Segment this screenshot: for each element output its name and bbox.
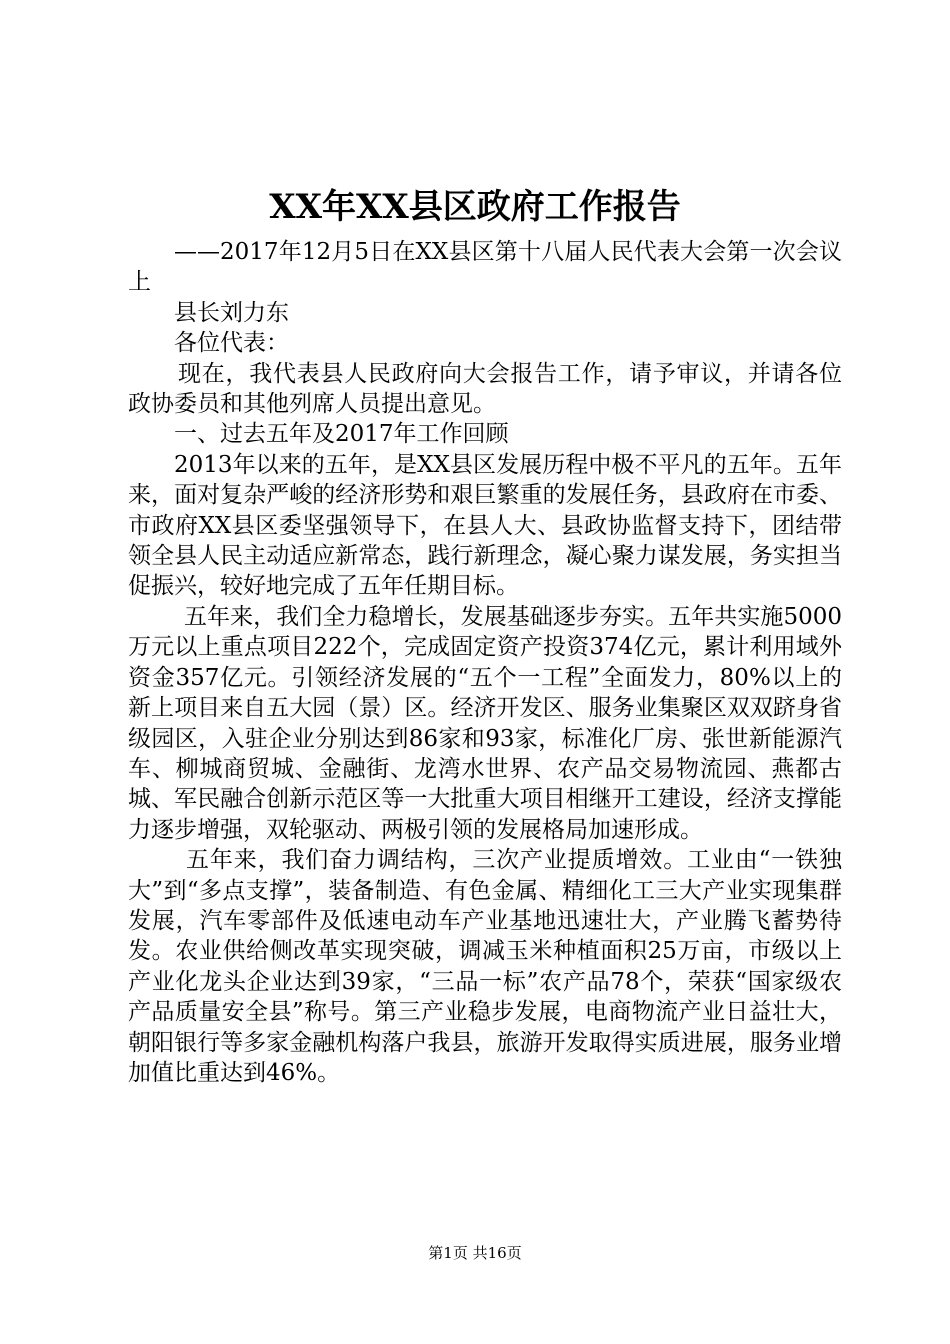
salutation-paragraph: 各位代表：	[174, 330, 289, 357]
document-body	[128, 237, 842, 1088]
section-heading: 一、过去五年及2017年工作回顾	[174, 421, 509, 448]
subtitle-paragraph: ——2017年12月5日在XX县区第十八届人民代表大会第一次会议上	[128, 239, 842, 296]
speaker-paragraph: 县长刘力东	[174, 299, 289, 326]
body-paragraph: 2013年以来的五年，是XX县区发展历程中极不平凡的五年。五年来，面对复杂严峻的经济形势和艰巨繁重的发展任务，县政府在市委、市政府XX县区委坚强领导下，在县人大、县政协监督支持下，团结带领全县人民主动适应新常态，践行新理念，凝心聚力谋发展，务实担当促振兴，较好地完成了五年任期目标。	[128, 451, 842, 600]
intro-paragraph: 现在，我代表县人民政府向大会报告工作，请予审议，并请各位政协委员和其他列席人员提出意见。	[128, 360, 842, 418]
document-title: XX年XX县区政府工作报告	[269, 187, 681, 227]
body-paragraph: 五年来，我们全力稳增长，发展基础逐步夯实。五年共实施5000万元以上重点项目222个，完成固定资产投资374亿元，累计利用域外资金357亿元。引领经济发展的“五个一工程”全面发力，80%以上的新上项目来自五大园（景）区。经济开发区、服务业集聚区双双跻身省级园区，入驻企业分别达到86家和93家，标准化厂房、张世新能源汽车、柳城商贸城、金融街、龙湾水世界、农产品交易物流园、燕都古城、军民融合创新示范区等一大批重大项目相继开工建设，经济支撑能力逐步增强，双轮驱动、两极引领的发展格局加速形成。	[128, 603, 842, 843]
body-paragraph: 五年来，我们奋力调结构，三次产业提质增效。工业由“一铁独大”到“多点支撑”，装备制造、有色金属、精细化工三大产业实现集群发展，汽车零部件及低速电动车产业基地迅速壮大，产业腾飞蓄势待发。农业供给侧改革实现突破，调减玉米种植面积25万亩，市级以上产业化龙头企业达到39家，“三品一标”农产品78个，荣获“国家级农产品质量安全县”称号。第三产业稳步发展，电商物流产业日益壮大，朝阳银行等多家金融机构落户我县，旅游开发取得实质进展，服务业增加值比重达到46%。	[128, 847, 842, 1086]
page-number: 第1页 共16页	[428, 1244, 522, 1262]
